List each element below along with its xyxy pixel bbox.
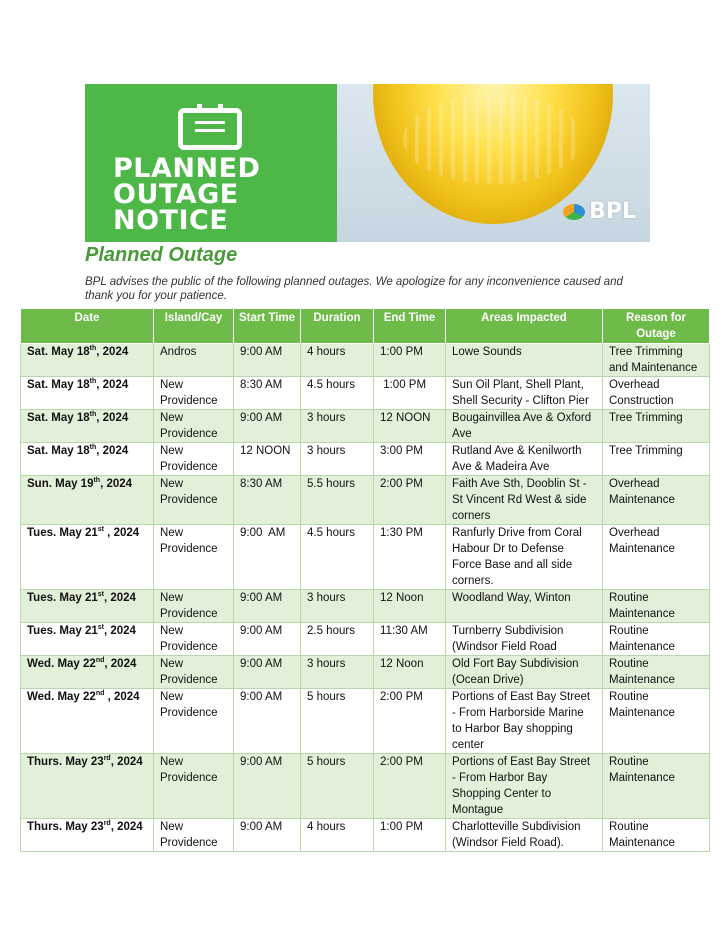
areas-impacted-cell: Turnberry Subdivision (Windsor Field Road: [446, 623, 603, 656]
island-cell: Andros: [154, 344, 234, 377]
intro-text: BPL advises the public of the following planned outages. We apologize for any inconvenience caused and thank you for your patience.: [85, 276, 623, 302]
start-time-cell: 9:00 AM: [234, 819, 301, 852]
reason-cell: Tree Trimming: [603, 443, 710, 476]
duration-cell: 3 hours: [301, 443, 374, 476]
reason-cell: Overhead Construction: [603, 377, 710, 410]
notice-title-line: PLANNED: [113, 153, 261, 184]
reason-cell: Overhead Maintenance: [603, 476, 710, 525]
areas-impacted-cell: Charlotteville Subdivision (Windsor Field Road).: [446, 819, 603, 852]
bpl-logo: [563, 199, 636, 224]
duration-cell: 3 hours: [301, 590, 374, 623]
reason-cell: Overhead Maintenance: [603, 525, 710, 590]
table-row: [21, 525, 710, 590]
reason-cell: Routine Maintenance: [603, 590, 710, 623]
date-year: , 2024: [110, 821, 143, 833]
date-cell: [21, 476, 154, 525]
duration-cell: 4.5 hours: [301, 377, 374, 410]
date-day: Thurs. May 23: [27, 821, 104, 833]
end-time-cell: 2:00 PM: [374, 689, 446, 754]
column-header: Island/Cay: [154, 309, 234, 344]
end-time-cell: 1:00 PM: [374, 377, 446, 410]
table-row: [21, 344, 710, 377]
date-cell: [21, 590, 154, 623]
duration-cell: 4 hours: [301, 819, 374, 852]
bpl-logo-text: BPL: [589, 199, 636, 224]
island-cell: New Providence: [154, 623, 234, 656]
date-ordinal: rd: [103, 755, 111, 763]
island-cell: New Providence: [154, 656, 234, 689]
duration-cell: 5 hours: [301, 689, 374, 754]
date-year: , 2024: [96, 379, 129, 391]
island-cell: New Providence: [154, 689, 234, 754]
date-year: , 2024: [104, 691, 140, 703]
date-ordinal: th: [89, 411, 97, 419]
reason-cell: Routine Maintenance: [603, 623, 710, 656]
date-year: , 2024: [96, 445, 129, 457]
areas-impacted-cell: Faith Ave Sth, Dooblin St - St Vincent Rd West & side corners: [446, 476, 603, 525]
date-ordinal: st: [97, 591, 104, 599]
areas-impacted-cell: Old Fort Bay Subdivision (Ocean Drive): [446, 656, 603, 689]
column-header: End Time: [374, 309, 446, 344]
start-time-cell: 8:30 AM: [234, 476, 301, 525]
island-cell: New Providence: [154, 410, 234, 443]
areas-impacted-cell: Sun Oil Plant, Shell Plant, Shell Security - Clifton Pier: [446, 377, 603, 410]
date-cell: [21, 819, 154, 852]
notice-title: [113, 153, 323, 236]
island-cell: New Providence: [154, 819, 234, 852]
table-row: [21, 590, 710, 623]
date-day: Sat. May 18: [27, 346, 90, 358]
date-ordinal: th: [89, 345, 97, 353]
start-time-cell: 9:00 AM: [234, 590, 301, 623]
date-year: , 2024: [103, 592, 136, 604]
end-time-cell: 1:00 PM: [374, 344, 446, 377]
date-ordinal: nd: [95, 690, 105, 698]
banner-notice-panel: [85, 84, 337, 242]
date-cell: [21, 377, 154, 410]
table-row: [21, 623, 710, 656]
table-header-row: [21, 309, 710, 344]
date-ordinal: th: [89, 378, 97, 386]
date-cell: [21, 689, 154, 754]
column-header: Duration: [301, 309, 374, 344]
column-header: Reason for Outage: [603, 309, 710, 344]
outage-table: [20, 308, 710, 852]
table-row: [21, 476, 710, 525]
table-row: [21, 443, 710, 476]
column-header: Start Time: [234, 309, 301, 344]
date-day: Wed. May 22: [27, 658, 96, 670]
duration-cell: 4 hours: [301, 344, 374, 377]
areas-impacted-cell: Rutland Ave & Kenilworth Ave & Madeira Ave: [446, 443, 603, 476]
start-time-cell: 8:30 AM: [234, 377, 301, 410]
areas-impacted-cell: Lowe Sounds: [446, 344, 603, 377]
date-year: , 2024: [103, 527, 140, 539]
reason-cell: Tree Trimming: [603, 410, 710, 443]
island-cell: New Providence: [154, 590, 234, 623]
column-header: Areas Impacted: [446, 309, 603, 344]
reason-cell: Tree Trimming and Maintenance: [603, 344, 710, 377]
reason-cell: Routine Maintenance: [603, 689, 710, 754]
end-time-cell: 12 Noon: [374, 656, 446, 689]
table-row: [21, 689, 710, 754]
date-cell: [21, 410, 154, 443]
end-time-cell: 11:30 AM: [374, 623, 446, 656]
end-time-cell: 2:00 PM: [374, 754, 446, 819]
date-day: Sat. May 18: [27, 445, 90, 457]
duration-cell: 2.5 hours: [301, 623, 374, 656]
date-cell: [21, 656, 154, 689]
reason-cell: Routine Maintenance: [603, 819, 710, 852]
duration-cell: 5 hours: [301, 754, 374, 819]
end-time-cell: 3:00 PM: [374, 443, 446, 476]
table-row: [21, 377, 710, 410]
date-year: , 2024: [110, 756, 143, 768]
island-cell: New Providence: [154, 525, 234, 590]
date-ordinal: th: [89, 444, 97, 452]
date-year: , 2024: [103, 625, 136, 637]
island-cell: New Providence: [154, 377, 234, 410]
start-time-cell: 9:00 AM: [234, 623, 301, 656]
date-year: , 2024: [104, 658, 137, 670]
reason-cell: Routine Maintenance: [603, 754, 710, 819]
date-ordinal: st: [97, 526, 104, 534]
table-row: [21, 410, 710, 443]
date-ordinal: rd: [103, 820, 111, 828]
date-ordinal: st: [97, 624, 104, 632]
start-time-cell: 9:00 AM: [234, 754, 301, 819]
date-cell: [21, 623, 154, 656]
page-heading: Planned Outage: [85, 244, 238, 266]
planned-outage-banner: [85, 84, 650, 242]
bpl-swoosh-icon: [563, 204, 585, 220]
date-year: , 2024: [100, 478, 133, 490]
end-time-cell: 12 NOON: [374, 410, 446, 443]
notice-title-line: OUTAGE: [113, 179, 239, 210]
date-cell: [21, 344, 154, 377]
end-time-cell: 2:00 PM: [374, 476, 446, 525]
date-ordinal: th: [93, 477, 101, 485]
areas-impacted-cell: Portions of East Bay Street - From Harborside Marine to Harbor Bay shopping center: [446, 689, 603, 754]
date-day: Sat. May 18: [27, 379, 90, 391]
start-time-cell: 9:00 AM: [234, 525, 301, 590]
date-day: Thurs. May 23: [27, 756, 104, 768]
date-year: , 2024: [96, 346, 129, 358]
date-cell: [21, 443, 154, 476]
date-cell: [21, 525, 154, 590]
table-row: [21, 754, 710, 819]
island-cell: New Providence: [154, 754, 234, 819]
column-header: Date: [21, 309, 154, 344]
areas-impacted-cell: Portions of East Bay Street - From Harbor Bay Shopping Center to Montague: [446, 754, 603, 819]
duration-cell: 4.5 hours: [301, 525, 374, 590]
reason-cell: Routine Maintenance: [603, 656, 710, 689]
calendar-notice-icon: [178, 108, 242, 150]
areas-impacted-cell: Woodland Way, Winton: [446, 590, 603, 623]
start-time-cell: 9:00 AM: [234, 656, 301, 689]
end-time-cell: 1:30 PM: [374, 525, 446, 590]
end-time-cell: 12 Noon: [374, 590, 446, 623]
date-ordinal: nd: [95, 657, 105, 665]
start-time-cell: 9:00 AM: [234, 410, 301, 443]
date-cell: [21, 754, 154, 819]
date-day: Tues. May 21: [27, 592, 98, 604]
table-row: [21, 819, 710, 852]
start-time-cell: 12 NOON: [234, 443, 301, 476]
areas-impacted-cell: Bougainvillea Ave & Oxford Ave: [446, 410, 603, 443]
notice-title-line: NOTICE: [113, 205, 229, 236]
date-day: Sat. May 18: [27, 412, 90, 424]
duration-cell: 5.5 hours: [301, 476, 374, 525]
date-day: Sun. May 19: [27, 478, 94, 490]
table-row: [21, 656, 710, 689]
duration-cell: 3 hours: [301, 410, 374, 443]
start-time-cell: 9:00 AM: [234, 689, 301, 754]
date-day: Wed. May 22: [27, 691, 96, 703]
island-cell: New Providence: [154, 476, 234, 525]
areas-impacted-cell: Ranfurly Drive from Coral Habour Dr to Defense Force Base and all side corners.: [446, 525, 603, 590]
date-day: Tues. May 21: [27, 625, 98, 637]
streetlight-photo: [337, 84, 650, 242]
date-day: Tues. May 21: [27, 527, 98, 539]
start-time-cell: 9:00 AM: [234, 344, 301, 377]
date-year: , 2024: [96, 412, 129, 424]
end-time-cell: 1:00 PM: [374, 819, 446, 852]
island-cell: New Providence: [154, 443, 234, 476]
duration-cell: 3 hours: [301, 656, 374, 689]
